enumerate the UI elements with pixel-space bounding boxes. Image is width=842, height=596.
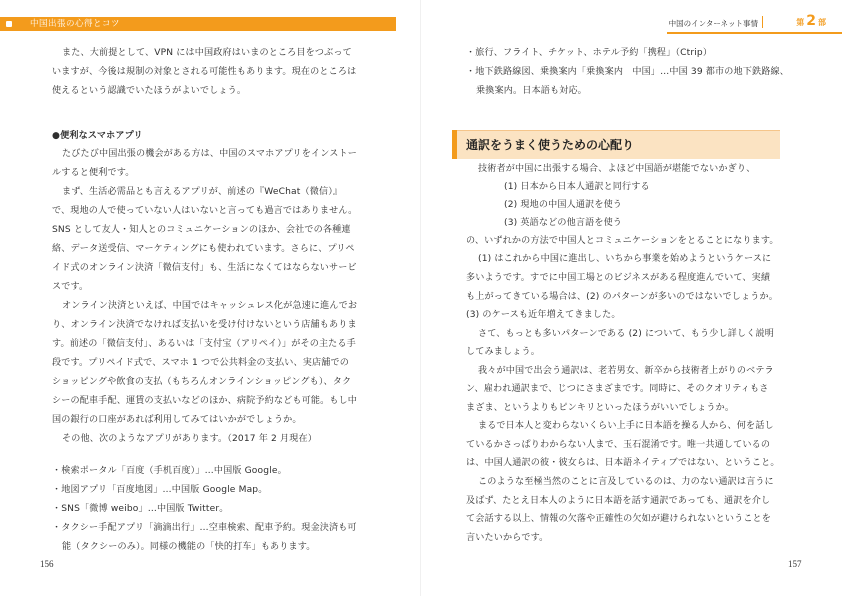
right-header-title: 中国のインターネット事情 bbox=[668, 19, 758, 28]
body-line: も上がってきている場合は、(2) のパターンが多いのではないでしょうか。 bbox=[466, 292, 778, 302]
body-line: SNS として友人・知人とのコミュニケーションのほか、会社での各種連 bbox=[52, 225, 351, 235]
body-line: は、中国人通訳の彼・彼女らは、日本語ネイティブではない、ということ。 bbox=[466, 458, 780, 468]
body-line: 我々が中国で出会う通訳は、老若男女、新卒から技術者上がりのベテラ bbox=[478, 366, 774, 376]
list-item-continuation: 乗換案内。日本語も対応。 bbox=[476, 86, 587, 96]
subheading: ●便利なスマホアプリ bbox=[52, 131, 143, 141]
body-line: シーの配車手配、運賃の支払いなどのほか、病院予約なども可能。もし中 bbox=[52, 396, 358, 406]
body-line: 言いたいからです。 bbox=[466, 533, 549, 543]
body-line: このような至極当然のことに言及しているのは、力のない通訳は言うに bbox=[478, 477, 774, 487]
numbered-item: (3) 英語などの他言語を使う bbox=[504, 218, 623, 228]
body-line: その他、次のようなアプリがあります。（2017 年 2 月現在） bbox=[62, 434, 318, 444]
body-line: オンライン決済といえば、中国ではキャッシュレス化が急速に進んでお bbox=[62, 301, 358, 311]
list-item: ・検索ポータル「百度（手机百度）」…中国版 Google。 bbox=[52, 466, 287, 476]
body-line: さて、もっとも多いパターンである (2) について、もう少し詳しく説明 bbox=[478, 329, 774, 339]
list-item: ・旅行、フライト、チケット、ホテル予約「携程」（Ctrip） bbox=[466, 48, 713, 58]
body-line: 多いようです。すでに中国工場とのビジネスがある程度進んでいて、実績 bbox=[466, 273, 771, 283]
body-line: ン、雇われ通訳まで、じつにさまざまです。同時に、そのクオリティもさ bbox=[466, 384, 769, 394]
right-header-divider bbox=[762, 16, 763, 28]
body-line: (3) のケースも近年増えてきました。 bbox=[466, 310, 621, 320]
body-line: まざま、というよりもピンキリといったほうがいいでしょうか。 bbox=[466, 403, 735, 413]
body-line: 技術者が中国に出張する場合、よほど中国語が堪能でないかぎり、 bbox=[478, 164, 756, 174]
right-header-rule bbox=[667, 32, 842, 34]
list-item: ・SNS「微博 weibo」…中国版 Twitter。 bbox=[52, 504, 229, 514]
part-label bbox=[796, 13, 826, 29]
body-line: イド式のオンライン決済「微信支付」も、生活になくてはならないサービ bbox=[52, 263, 357, 273]
section-heading-marker bbox=[452, 130, 457, 159]
numbered-item: (2) 現地の中国人通訳を使う bbox=[504, 200, 623, 210]
body-line: まるで日本人と変わらないくらい上手に日本語を操る人から、何を話し bbox=[478, 421, 774, 431]
list-item: ・地図アプリ「百度地図」…中国版 Google Map。 bbox=[52, 485, 268, 495]
body-line: (1) はこれから中国に進出し、いちから事業を始めようというケースに bbox=[478, 254, 772, 264]
body-line: まず、生活必需品とも言えるアプリが、前述の『WeChat（微信）』 bbox=[62, 187, 343, 197]
body-line: ショッピングや飲食の支払（もちろんオンラインショッピングも）、タク bbox=[52, 377, 352, 387]
list-item: ・タクシー手配アプリ「滴滴出行」…空車検索、配車予約。現金決済も可 bbox=[52, 523, 357, 533]
body-line: ルすると便利です。 bbox=[52, 168, 135, 178]
body-line: してみましょう。 bbox=[466, 347, 540, 357]
list-item-continuation: 能（タクシーのみ）。同様の機能の「快的打车」もあります。 bbox=[62, 542, 316, 552]
list-item: ・地下鉄路線図、乗換案内「乗換案内 中国」…中国 39 都市の地下鉄路線、 bbox=[466, 67, 789, 77]
body-line: 国の銀行の口座があれば利用してみてはいかがでしょうか。 bbox=[52, 415, 302, 425]
body-line: たびたび中国出張の機会がある方は、中国のスマホアプリをインストー bbox=[62, 149, 357, 159]
page-number-right: 157 bbox=[788, 559, 802, 569]
body-line: で、現地の人で使っていない人はいないと言っても過言ではありません。 bbox=[52, 206, 358, 216]
body-line: の、いずれかの方法で中国人とコミュニケーションをとることになります。 bbox=[466, 236, 779, 246]
body-line: す。前述の「微信支付」、あるいは「支付宝（アリペイ）」がその主たる手 bbox=[52, 339, 356, 349]
body-line: また、大前提として、VPN には中国政府はいまのところ目をつぶって bbox=[62, 48, 352, 58]
page-number-left: 156 bbox=[40, 559, 54, 569]
body-line: スです。 bbox=[52, 282, 89, 292]
part-suffix: 部 bbox=[818, 18, 826, 27]
left-header-marker bbox=[6, 21, 12, 27]
body-line: ているかさっぱりわからない人まで、玉石混淆です。唯一共通しているの bbox=[466, 440, 771, 450]
part-prefix: 第 bbox=[796, 18, 805, 27]
numbered-item: (1) 日本から日本人通訳と同行する bbox=[504, 182, 650, 192]
part-number: 2 bbox=[806, 13, 816, 29]
body-line: 及ばず、たとえ日本人のように日本語を話す通訳であっても、通訳を介し bbox=[466, 496, 771, 506]
body-line: いますが、今後は規制の対象とされる可能性もあります。現在のところは bbox=[52, 67, 357, 77]
section-heading: 通訳をうまく使うための心配り bbox=[466, 138, 635, 152]
body-line: り、オンライン決済でなければ支払いを受け付けないという店舗もありま bbox=[52, 320, 357, 330]
body-line: 段です。プリペイド式で、スマホ 1 つで公共料金の支払い、実店舗での bbox=[52, 358, 349, 368]
body-line: 絡、データ送受信、マーケティングにも使われています。さらに、プリペ bbox=[52, 244, 355, 254]
body-line: て会話する以上、情報の欠落や正確性の欠如が避けられないということを bbox=[466, 514, 772, 524]
left-header-label: 中国出張の心得とコツ bbox=[30, 19, 121, 29]
body-line: 使えるという認識でいたほうがよいでしょう。 bbox=[52, 86, 247, 96]
